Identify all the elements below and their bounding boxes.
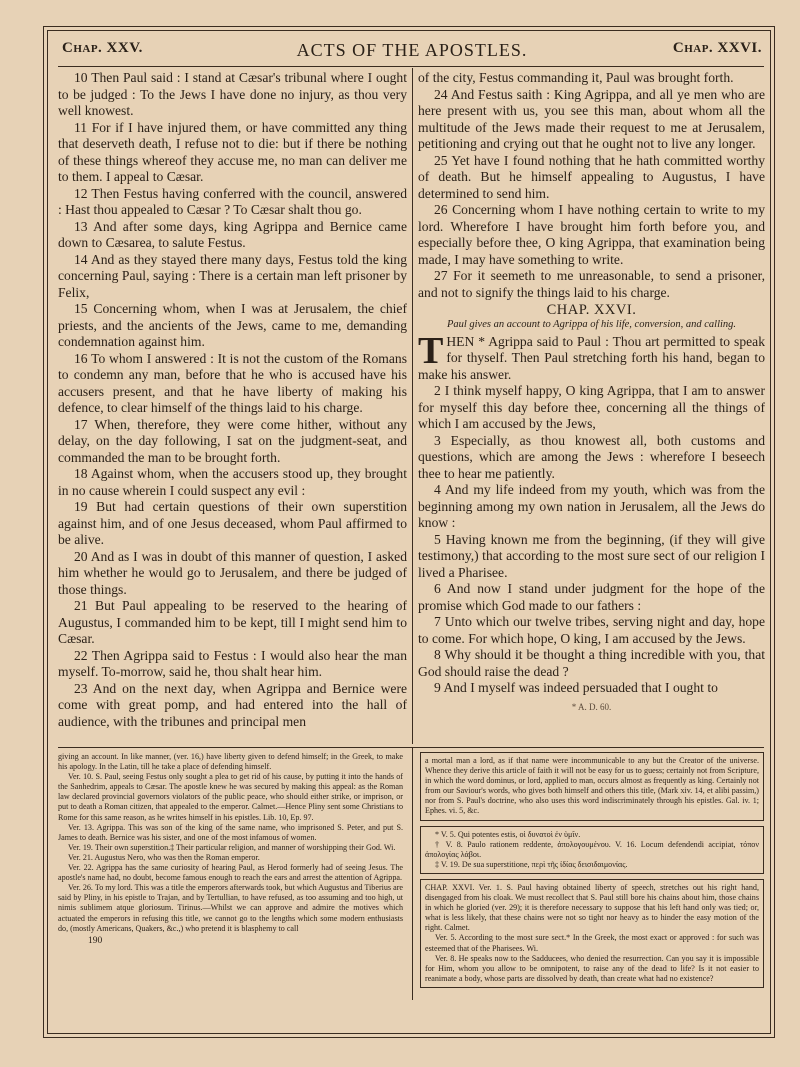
verse: 26 Concerning whom I have nothing certain to write to my lord. Wherefore I have brought him forth before you, and especially before thee, O king Agrippa, that examination being made, I may have something to write. — [418, 202, 765, 267]
footnote: Ver. 5. According to the most sure sect.* In the Greek, the most exact or approved : for such was esteemed that of the Pharisees. Wi. — [425, 933, 759, 953]
verse: 19 But had certain questions of their own superstition against him, and of one Jesus deceased, whom Paul affirmed to be alive. — [58, 499, 407, 547]
footnote: Ver. 26. To my lord. This was a title the emperors afterwards took, but which Augustus and Tiberius are said by Pliny, in his epistle to Trajan, and by Tertullian, to have refused, as too assuming and too high, ut nimis sublimem atque gloriosum. Tirinus.—Whilst we can approve and admire the motives which actuated the emperors in refusing this title, we cannot go to the lengths which some modern enthusiasts do, (mostly Americans, Quakers, &c.,) who pretend it is blasphemy to call — [58, 883, 403, 933]
header-right-chapter: Chap. XXVI. — [672, 40, 762, 56]
verse: 14 And as they stayed there many days, Festus told the king concerning Paul, saying : There is a certain man left prisoner by Felix, — [58, 251, 407, 300]
verse: 24 And Festus saith : King Agrippa, and all ye men who are here present with us, you see this man, about whom all the multitude of the Jews made their request to me at Jerusalem, petitioning and crying out that he ought not to live any longer. — [418, 86, 765, 151]
page-number: 190 — [88, 935, 103, 946]
footnote-box-latin — [420, 826, 764, 874]
latin-note: * V. 5. Qui potentes estis, οἱ δυνατοὶ ἐν ὑμῖν. — [435, 829, 581, 839]
footnote: Ver. 21. Augustus Nero, who was then the Roman emperor. — [68, 852, 260, 862]
latin-note: ‡ V. 19. De sua superstitione, περὶ τῆς ἰδίας δεισιδαιμονίας. — [435, 859, 628, 869]
left-column — [58, 70, 407, 742]
header-rule — [58, 66, 764, 67]
verse: 22 Then Agrippa said to Festus : I would also hear the man myself. To-morrow, said he, thou shalt hear him. — [58, 647, 407, 679]
drop-cap: T — [418, 329, 444, 372]
notes-rule — [58, 747, 764, 748]
footnote-box-chapter — [420, 879, 764, 988]
footnotes-left — [58, 752, 403, 1002]
footnotes-right — [420, 752, 764, 1002]
verse: 2 I think myself happy, O king Agrippa, that I am to answer for myself this day before thee, concerning all the things of which I am accused by the Jews, — [418, 383, 765, 431]
notes-column-divider — [412, 748, 413, 1000]
verse: 23 And on the next day, when Agrippa and Bernice were come with great pomp, and had entered into the hall of audience, with the tribunes and principal men — [58, 680, 407, 729]
chapter-summary: Paul gives an account to Agrippa of his life, conversion, and calling. — [446, 318, 737, 330]
verse: 20 And as I was in doubt of this manner of question, I asked him whether he would go to Jerusalem, and there be judged of those things. — [58, 548, 407, 597]
footnote-box-top — [420, 752, 764, 821]
margin-note-date: * A. D. 60. — [571, 701, 612, 712]
column-divider — [412, 68, 413, 744]
verse-continuation: of the city, Festus commanding it, Paul was brought forth. — [418, 70, 734, 85]
verse: 15 Concerning whom, when I was at Jerusalem, the chief priests, and the ancients of the Jews, came to me, demanding condemnation against him. — [58, 301, 407, 349]
verse: 27 For it seemeth to me unreasonable, to send a prisoner, and not to signify the things laid to his charge. — [418, 268, 765, 300]
verse: 16 To whom I answered : It is not the custom of the Romans to condemn any man, before that he who is accused have his accusers present, and that he have liberty of making his defence, to clear himself of the things laid to his charge. — [58, 350, 407, 415]
footnote: Ver. 22. Agrippa has the same curiosity of hearing Paul, as Herod formerly had of seeing Jesus. The apostle's name had, no doubt, become famous enough to reach the ears and arrest the attention of Agrippa. — [58, 863, 403, 883]
verse: 17 When, therefore, they were come hither, without any delay, on the day following, I sat on the judgment-seat, and commanded the man to be brought forth. — [58, 416, 407, 465]
footnote: Ver. 19. Their own superstition.‡ Their particular religion, and manner of worshipping their God. Wi. — [68, 842, 396, 852]
verse: 25 Yet have I found nothing that he hath committed worthy of death. But he himself appealing to Augustus, I have determined to send him. — [418, 152, 765, 201]
header-title: ACTS OF THE APOSTLES. — [296, 40, 528, 60]
footnote: Ver. 8. He speaks now to the Sadducees, who denied the resurrection. Can you say it is impossible for Him, whom you allow to be omnipotent, to raise any of the dead to life? Is it not easier to reanimate a body, whose parts are dissolved by death, than create what had no existence? — [425, 953, 759, 983]
footnote: CHAP. XXVI. Ver. 1. S. Paul having obtained liberty of speech, stretches out his right hand, disengaged from his cloak. We must recollect that S. Paul still bore his chains about him, those chains in which he gloried (ver. 29); it is therefore necessary to suppose that his left hand only was tied; or, what is less likely, that these chains were not so tight nor heavy as to hinder the easy motion of the right. Calmet. — [425, 882, 759, 933]
first-verse — [418, 329, 765, 384]
footnote: Ver. 13. Agrippa. This was son of the king of the same name, who imprisoned S. Peter, and put S. James to death. Bernice was his sister, and one of the most infamous of women. — [58, 822, 403, 842]
running-header — [62, 40, 762, 66]
verse: 10 Then Paul said : I stand at Cæsar's tribunal where I ought to be judged : To the Jews I have done no injury, as thou very well knowest. — [58, 70, 407, 118]
footnote: Ver. 10. S. Paul, seeing Festus only sought a plea to get rid of his cause, by putting it into the hands of the Sanhedrim, appeals to Cæsar. The apostle knew he was secured by making this appeal: as the Roman law declared provincial governors violators of the public peace, who should either strike, or imprison, or put to death a Roman citizen, that appealed to the emperor. Calmet.—Hence Pliny sent some Christians to Rome for this same reason, as he writes himself in his epistles. Lib. 10, Ep. 97. — [58, 772, 403, 822]
verse: 5 Having known me from the beginning, (if they will give testimony,) that according to the most sure sect of our religion I lived a Pharisee. — [418, 531, 765, 580]
verse: 8 Why should it be thought a thing incredible with you, that God should raise the dead ? — [418, 647, 765, 679]
verse: 12 Then Festus having conferred with the council, answered : Hast thou appealed to Cæsar ? To Cæsar shalt thou go. — [58, 185, 407, 217]
verse: 3 Especially, as thou knowest all, both customs and questions, which are among the Jews : wherefore I beseech thee to hear me patiently. — [418, 432, 765, 481]
verse: 18 Against whom, when the accusers stood up, they brought in no cause wherein I could suspect any evil : — [58, 466, 407, 498]
right-column — [418, 70, 765, 742]
verse: 13 And after some days, king Agrippa and Bernice came down to Cæsarea, to salute Festus. — [58, 218, 407, 250]
header-left-chapter: Chap. XXV. — [62, 40, 143, 56]
verse: 4 And my life indeed from my youth, which was from the beginning among my own nation in Jerusalem, all the Jews do know : — [418, 482, 765, 530]
verse: 11 For if I have injured them, or have committed any thing that deserveth death, I refuse not to die: but if there be nothing of these things whereof they accuse me, no man can deliver me to them. I appeal to Cæsar. — [58, 119, 407, 184]
first-verse-text: HEN * Agrippa said to Paul : Thou art permitted to speak for thyself. Then Paul stretching forth his hand, began to make his answer. — [418, 333, 765, 382]
footnote: a mortal man a lord, as if that name were incommunicable to any but the Creator of the universe. Whence they derive this article of faith it will not be easy for us to guess; certainly not from Scripture, in which the word dominus, or lord, applied to man, occurs almost as frequently as king. Certainly not from our Saviour's words, who gives both himself and others this title, (Mark xiv. 14, et alibi passim,) nor from S. Paul's doctrine, who also uses this word indiscriminately through his epistles. Gal. iv. 1; Ephes. vi. 5, &c. — [425, 756, 759, 816]
chapter-heading: CHAP. XXVI. — [546, 302, 637, 318]
verse: 21 But Paul appealing to be reserved to the hearing of Augustus, I commanded him to be kept, till I might send him to Cæsar. — [58, 598, 407, 646]
latin-note: † V. 8. Paulo rationem reddente, ἀπολογουμένου. V. 16. Locum defendendi accipiat, τόπον ἀπολογίας λάβοι. — [425, 839, 759, 859]
verse: 6 And now I stand under judgment for the hope of the promise which God made to our fathers : — [418, 581, 765, 613]
footnote: giving an account. In like manner, (ver. 16,) have liberty given to defend himself; in the Greek, to make his apology. In the Latin, till he take a place of defending himself. — [58, 752, 403, 772]
verse: 9 And I myself was indeed persuaded that I ought to — [434, 680, 718, 695]
verse: 7 Unto which our twelve tribes, serving night and day, hope to come. For which hope, O king, I am accused by the Jews. — [418, 614, 765, 646]
